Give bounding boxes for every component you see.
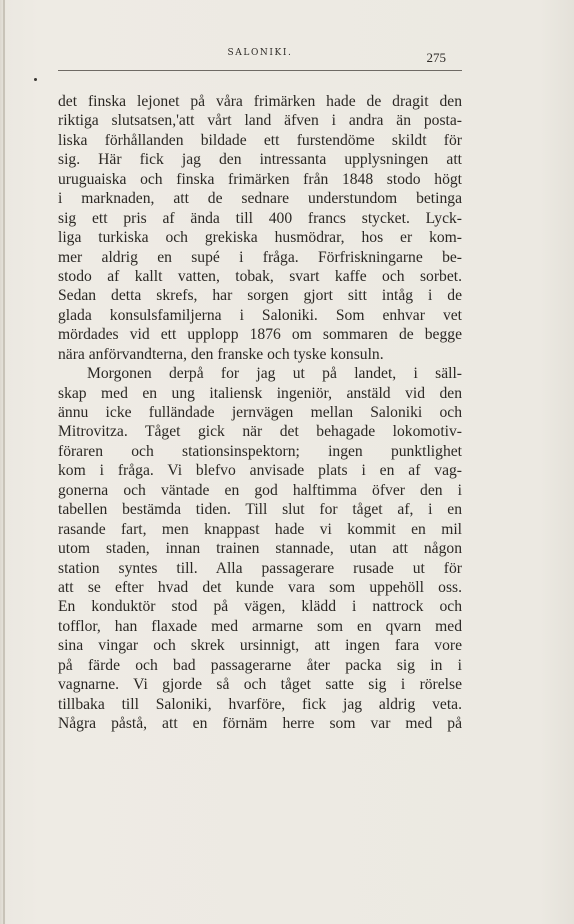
text-line: mer aldrig en supé i fråga. Förfriskningarne be- (58, 248, 462, 266)
text-line: tillbaka till Saloniki, hvarföre, fick jag aldrig veta. (58, 695, 462, 713)
text-line: uruguaiska och finska frimärken från 1848 stodo högt (58, 170, 462, 188)
text-line: på färde och bad passagerarne åter packa sig in i (58, 656, 462, 674)
text-line: mördades vid ett upplopp 1876 om sommaren de begge (58, 326, 462, 344)
text-line: sig ett pris af ända till 400 francs stycket. Lyck- (58, 209, 462, 227)
margin-speck (34, 78, 37, 81)
text-line: Sedan detta skrefs, har sorgen gjort sitt intåg i de (58, 287, 462, 305)
page-gutter-edge (3, 0, 5, 924)
text-line: att se efter hvad det kunde vara som uppehöll oss. (58, 578, 462, 596)
text-line: stodo af kallt vatten, tobak, svart kaffe och sorbet. (58, 267, 462, 285)
text-line: sina vingar och skrek ursinnigt, att ingen fara vore (58, 637, 462, 655)
text-line: liska förhållanden bildade ett furstendöme skildt för (58, 131, 462, 149)
text-line: rasande fart, men knappast hade vi kommit en mil (58, 520, 462, 538)
text-line: i marknaden, att de sednare understundom betinga (58, 190, 462, 208)
text-line: station syntes till. Alla passagerare rusade ut för (58, 559, 462, 577)
text-line: kom i fråga. Vi blefvo anvisade plats i en af vag- (58, 462, 462, 480)
text-line: skap med en ung italiensk ingeniör, anstäld vid den (58, 384, 462, 402)
text-line: Mitrovitza. Tåget gick när det behagade lokomotiv- (58, 423, 462, 441)
text-line: det finska lejonet på våra frimärken hade de dragit den (58, 93, 462, 110)
text-line: Några påstå, att en förnäm herre som var med på (58, 715, 462, 732)
running-head (58, 46, 462, 68)
text-line: liga turkiska och grekiska husmödrar, hos er kom- (58, 229, 462, 247)
paragraph-start-line: Morgonen derpå for jag ut på landet, i säll- (87, 365, 462, 383)
text-line: sig. Här fick jag den intressanta upplysningen att (58, 151, 462, 169)
text-line: nära anförvandterna, den franske och tyske konsuln. (58, 345, 384, 363)
header-rule (58, 70, 462, 71)
text-line: tofflor, han flaxade med armarne som en qvarn med (58, 617, 462, 635)
text-line: En konduktör stod på vägen, klädd i nattrock och (58, 598, 462, 616)
text-line: glada konsulsfamiljerna i Saloniki. Som enhvar vet (58, 306, 462, 324)
running-title: SALONIKI. (227, 48, 293, 58)
text-line: föraren och stationsinspektorn; ingen punktlighet (58, 442, 462, 460)
text-line: vagnarne. Vi gjorde så och tåget satte sig i rörelse (58, 676, 462, 694)
body-text (58, 92, 462, 733)
text-line: tabellen bestämda tiden. Till slut for tåget af, i en (58, 501, 462, 519)
page-number: 275 (426, 50, 446, 65)
text-line: riktiga slutsatsen,'att vårt land äfven i andra än posta- (58, 112, 462, 130)
text-line: utom staden, innan trainen stannade, utan att någon (58, 540, 462, 558)
text-line: ännu icke fulländade jernvägen mellan Saloniki och (58, 404, 462, 421)
text-line: gonerna och väntade en god halftimma öfver den i (58, 481, 462, 499)
